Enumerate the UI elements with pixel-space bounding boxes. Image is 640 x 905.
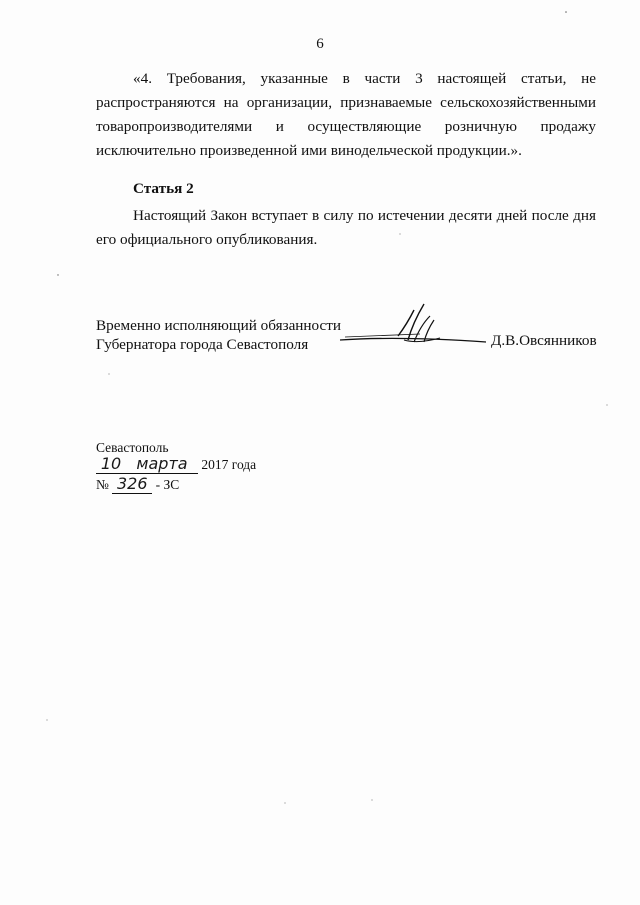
paragraph-line: Настоящий Закон вступает в силу по истечении десяти дней после дня	[133, 207, 596, 224]
place-of-signing: Севастополь	[96, 440, 169, 455]
page-number: 6	[316, 36, 324, 52]
signatory-name: Д.В.Овсянников	[491, 332, 597, 349]
date-month-handwritten: марта	[126, 455, 198, 474]
date-day-handwritten: 10	[96, 455, 126, 474]
paragraph-line: его официального опубликования.	[96, 231, 318, 248]
paragraph-line: товаропроизводителями и осуществляющие розничную продажу	[96, 118, 596, 135]
paragraph-line: исключительно произведенной ими винодельческой продукции.».	[96, 142, 522, 159]
article-heading: Статья 2	[133, 180, 194, 197]
paragraph-line: «4. Требования, указанные в части 3 настоящей статьи, не	[133, 70, 596, 87]
signatory-title-line: Временно исполняющий обязанности	[96, 317, 342, 334]
number-prefix: №	[96, 477, 109, 492]
number-handwritten: 326	[112, 475, 152, 494]
date-year: 2017 года	[201, 457, 257, 472]
signatory-title-line: Губернатора города Севастополя	[96, 336, 309, 353]
paragraph-line: распространяются на организации, признаваемые сельскохозяйственными	[96, 94, 596, 111]
number-suffix: - ЗС	[155, 477, 180, 492]
